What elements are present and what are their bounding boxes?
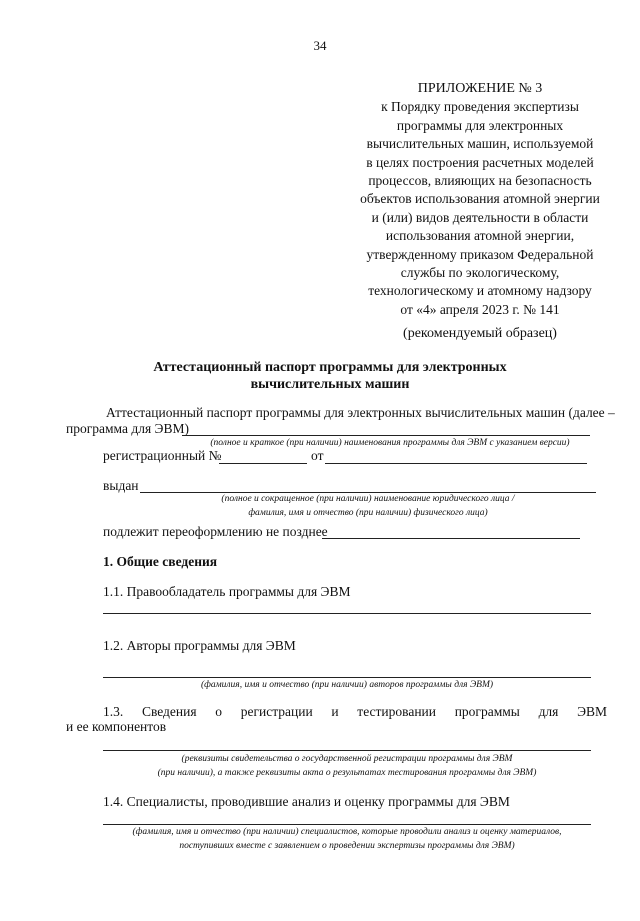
from-label: от — [311, 448, 324, 463]
appendix-line: процессов, влияющих на безопасность — [368, 173, 592, 189]
appendix-line: объектов использования атомной энергии — [360, 191, 600, 207]
document-title-line: вычислительных машин — [250, 377, 410, 392]
appendix-line: и (или) видов деятельности в области — [371, 209, 589, 225]
caption-1-4: (фамилия, имя и отчество (при наличии) специалистов, которые проводили анализ и оценку материалов, поступивших вместе с заявлением о проведении экспертизы программы для ЭВМ) — [132, 827, 562, 851]
intro-line-1: Аттестационный паспорт программы для электронных вычислительных машин (далее – — [106, 405, 615, 420]
document-title-line: Аттестационный паспорт программы для электронных — [153, 360, 507, 375]
registration-testing-field[interactable] — [103, 750, 591, 751]
appendix-line: технологическому и атомному надзору — [368, 283, 592, 299]
rights-holder-field[interactable] — [103, 613, 591, 614]
item-1-1: 1.1. Правообладатель программы для ЭВМ — [103, 584, 351, 599]
document-title — [80, 359, 580, 393]
page-number: 34 — [313, 38, 327, 53]
appendix-title: ПРИЛОЖЕНИЕ № 3 — [417, 81, 543, 96]
intro-line-2: программа для ЭВМ) — [66, 421, 189, 436]
reissue-label: подлежит переоформлению не позднее — [103, 524, 328, 539]
reg-number-field[interactable] — [219, 463, 307, 464]
item-1-3-line-2: и ее компонентов — [66, 719, 167, 734]
caption-1-3: (реквизиты свидетельства о государственной регистрации программы для ЭВМ (при наличии), а также реквизиты акта о результатах тестирования программы для ЭВМ) — [157, 754, 537, 778]
appendix-line: вычислительных машин, используемой — [366, 136, 594, 152]
appendix-line: службы по экологическому, — [400, 265, 560, 281]
appendix-line: программы для электронных — [396, 117, 564, 133]
appendix-line: использования атомной энергии, — [385, 228, 575, 244]
item-1-2: 1.2. Авторы программы для ЭВМ — [103, 638, 296, 653]
caption-issued: (полное и сокращенное (при наличии) наименование юридического лица / фамилия, имя и отчество (при наличии) физического лица) — [221, 494, 515, 518]
item-1-3: 1.3. Сведения о регистрации и тестировании программы для ЭВМ — [103, 704, 607, 719]
section-heading: 1. Общие сведения — [103, 554, 218, 569]
sample-note: (рекомендуемый образец) — [403, 326, 557, 341]
appendix-line: к Порядку проведения экспертизы — [381, 99, 579, 115]
reg-date-field[interactable] — [325, 463, 587, 464]
appendix-line: в целях построения расчетных моделей — [366, 154, 594, 170]
issued-label: выдан — [103, 478, 139, 493]
appendix-line: утвержденному приказом Федеральной — [366, 246, 594, 262]
appendix-line: от «4» апреля 2023 г. № 141 — [400, 301, 560, 317]
item-1-4: 1.4. Специалисты, проводившие анализ и оценку программы для ЭВМ — [103, 794, 510, 809]
reissue-date-field[interactable] — [322, 538, 580, 539]
appendix-block — [330, 80, 630, 319]
reg-label: регистрационный № — [103, 448, 222, 463]
caption-program-name: (полное и краткое (при наличии) наименования программы для ЭВМ с указанием версии) — [210, 438, 570, 448]
caption-1-2: (фамилия, имя и отчество (при наличии) авторов программы для ЭВМ) — [200, 680, 494, 690]
